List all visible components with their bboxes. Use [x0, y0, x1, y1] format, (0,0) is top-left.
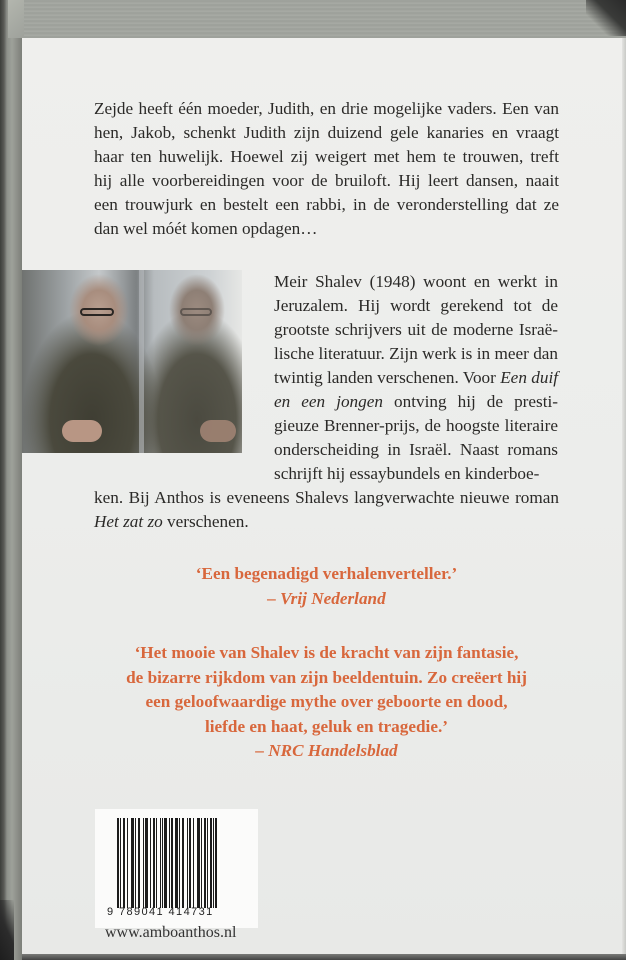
- photo-glasses: [80, 308, 114, 316]
- review-quote-vrij-nederland: [94, 562, 559, 611]
- publisher-url: www.amboanthos.nl: [105, 924, 237, 941]
- photo-hands: [62, 420, 102, 442]
- photo-glasses-reflection: [180, 308, 212, 316]
- page-block-left-edge: [0, 0, 22, 960]
- photo-glass-divider: [139, 270, 144, 453]
- bio-line: gieuze Brenner-prijs, de hoogste literaire: [274, 416, 558, 435]
- barcode-digits: 9 789041 414731: [107, 906, 214, 918]
- corner-shadow-bottom-left: [0, 900, 14, 960]
- cover-right-edge: [622, 38, 626, 960]
- photo-hands-reflection: [200, 420, 236, 442]
- synopsis-paragraph: [94, 97, 559, 241]
- barcode-bars: [117, 818, 234, 908]
- bio-line: schrijft hij essaybundels en kinderboe-: [274, 464, 540, 483]
- quote-text: ‘Het mooie van Shalev is de kracht van zijn fantasie,: [134, 643, 519, 662]
- quote-text: liefde en haat, geluk en tragedie.’: [205, 716, 448, 736]
- synopsis-line: hij alle voorbereidingen voor de bruiloft. Hij leert dansen, naait: [94, 171, 559, 190]
- bio-line-text: verschenen.: [162, 512, 249, 531]
- page-block-corner: [8, 0, 24, 38]
- bio-line: [94, 512, 249, 531]
- bio-line: lische literatuur. Zijn werk is in meer: [274, 344, 529, 363]
- quote-source: – NRC Handelsblad: [255, 741, 398, 760]
- book-title-italic: Het zat zo: [94, 512, 163, 531]
- synopsis-line: dan wel móét komen opdagen…: [94, 219, 318, 238]
- bio-line-text: ontving hij de presti-: [394, 392, 558, 411]
- quote-source: – Vrij Nederland: [267, 588, 386, 608]
- quote-text: een geloofwaardige mythe over geboorte en dood,: [145, 692, 508, 711]
- bio-line: ken. Bij Anthos is eveneens Shalevs langverwachte nieuwe roman: [94, 488, 559, 507]
- book-title-italic: duif en een jongen: [274, 368, 558, 411]
- cover-bottom-edge: [22, 954, 626, 960]
- author-bio-beside-photo: [274, 270, 558, 486]
- author-bio-full-width: [94, 486, 559, 534]
- page-block-top-edge: [0, 0, 626, 38]
- corner-shadow: [586, 0, 626, 36]
- book-title-italic: Een: [500, 368, 527, 387]
- bio-line: grootste schrijvers uit de moderne Israë-: [274, 320, 558, 339]
- bio-line-text: dan twintig landen verschenen. Voor: [274, 344, 559, 387]
- synopsis-line: haar ten huwelijk. Hoewel zij weigert met hem te trouwen, treft: [94, 147, 559, 166]
- synopsis-line: hen, Jakob, schenkt Judith zijn duizend gele kanaries en vraagt: [94, 123, 559, 142]
- synopsis-line: een trouwjurk en bestelt een rabbi, in de veronderstelling dat ze: [94, 195, 559, 214]
- synopsis-line: Zejde heeft één moeder, Judith, en drie mogelijke vaders. Een van: [94, 99, 559, 118]
- isbn-barcode: [95, 809, 258, 928]
- quote-text: ‘Een begenadigd verhalenverteller.’: [195, 564, 458, 583]
- bio-line: Meir Shalev (1948) woont en werkt in: [274, 272, 558, 291]
- bio-line: onderscheiding in Israël. Naast romans: [274, 440, 558, 459]
- bio-line: Jeruzalem. Hij wordt gerekend tot de: [274, 296, 558, 315]
- quote-text: de bizarre rijkdom van zijn beeldentuin. Zo creëert hij: [126, 667, 527, 687]
- author-photo: [22, 270, 242, 453]
- review-quote-nrc-handelsblad: [94, 641, 559, 764]
